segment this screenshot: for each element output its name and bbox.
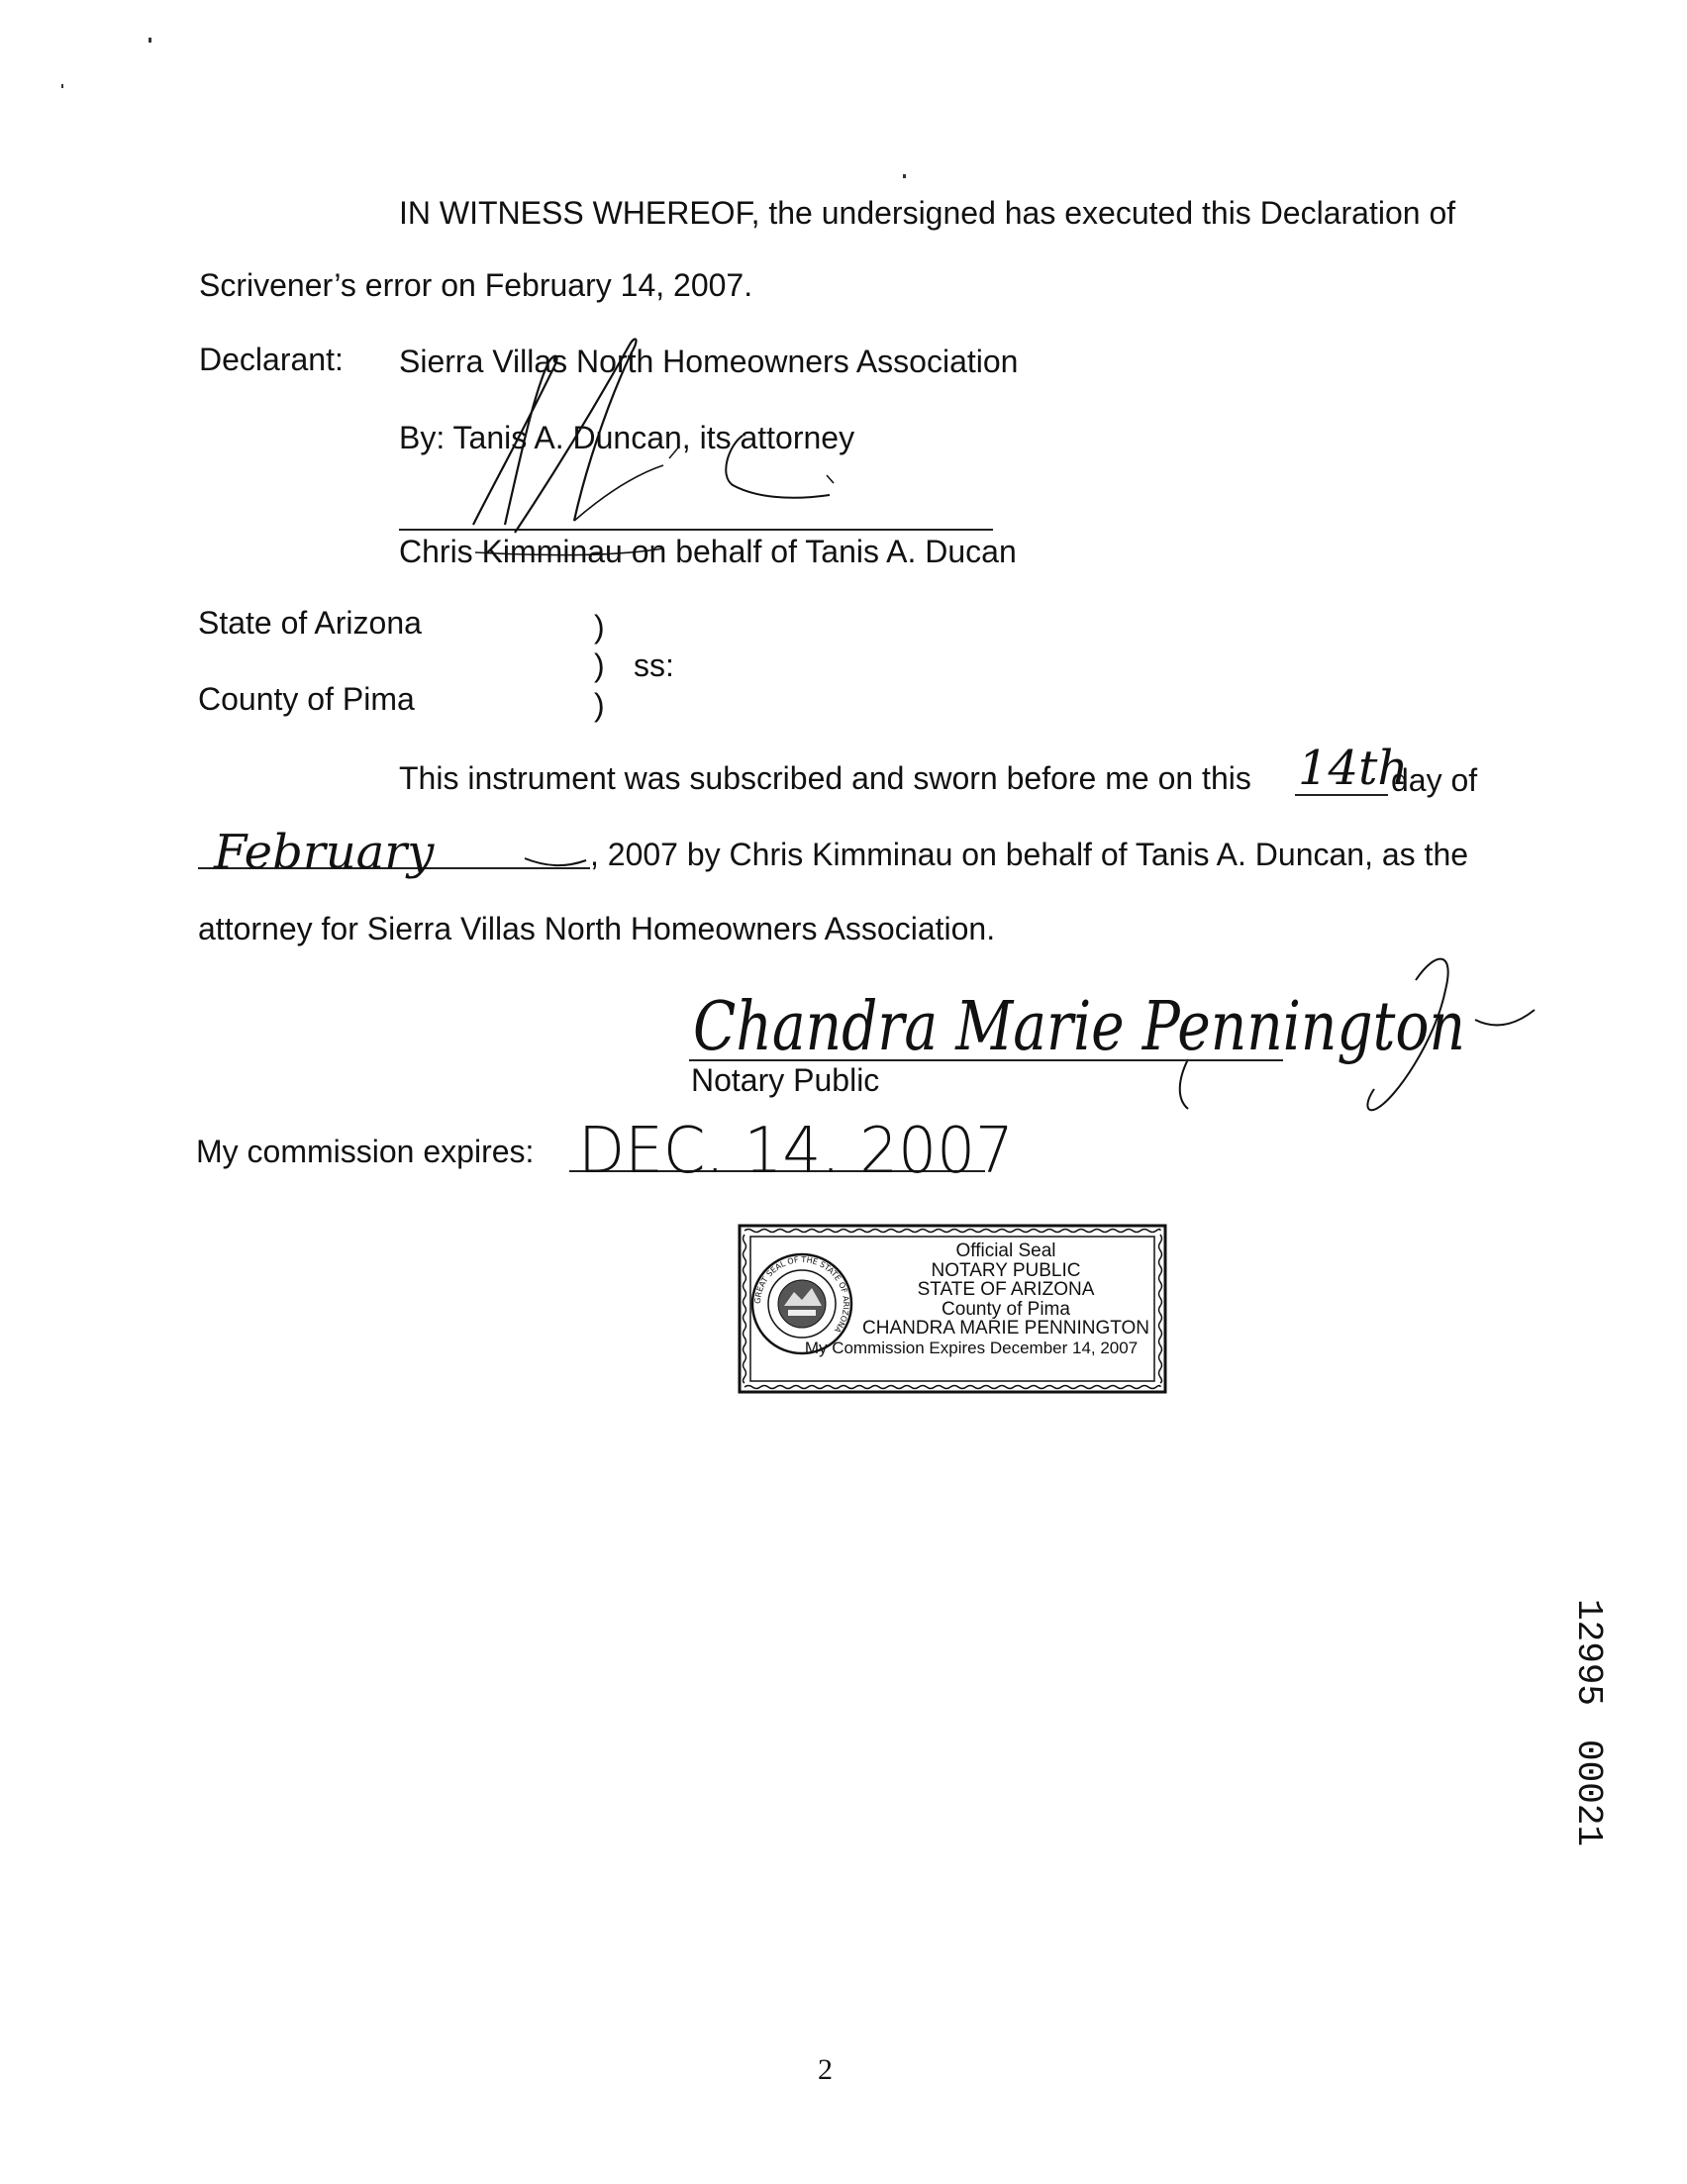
recording-stamp-part: 12995 [1568,1599,1609,1707]
recording-stamp-part: 00021 [1568,1739,1609,1847]
svg-text:DEC. 14. 2007: DEC. 14. 2007 [578,1115,1014,1188]
commission-handwritten [574,1099,1030,1188]
scan-speck [61,84,63,88]
notary-signature [683,931,1554,1129]
seal-line: My Commission Expires December 14, 2007 [804,1338,1139,1357]
notary-label: Notary Public [691,1062,880,1098]
seal-text [804,1241,1156,1357]
venue-state: State of Arizona [198,605,422,641]
declarant-label: Declarant: [199,342,344,377]
ack-day-blank [1295,794,1388,796]
svg-text:Chandra Marie Pennington: Chandra Marie Pennington [693,988,1465,1066]
venue-paren-2: ) [594,647,605,683]
commission-label: My commission expires: [196,1134,535,1169]
ack-day-suffix: day of [1391,762,1478,798]
seal-line: Official Seal [955,1241,1056,1261]
handwritten-month [198,807,614,916]
commission-blank [569,1170,985,1172]
ack-line-3: attorney for Sierra Villas North Homeowners Association. [198,911,996,946]
notary-line [689,1059,1283,1061]
venue-paren-1: ) [594,609,605,645]
ack-line-1: This instrument was subscribed and sworn before me on this [399,760,1251,796]
svg-text:February: February [214,825,435,880]
declarant-name: Sierra Villas North Homeowners Association [399,344,1019,379]
seal-line: NOTARY PUBLIC [931,1259,1081,1281]
seal-line: CHANDRA MARIE PENNINGTON [862,1318,1149,1339]
venue-county: County of Pima [198,681,415,717]
svg-text:14th: 14th [1298,741,1409,796]
notary-seal [737,1223,1168,1395]
recording-stamp [1568,1599,1609,1847]
declarant-by: By: Tanis A. Duncan, its attorney [399,420,855,455]
ack-line-2: , 2007 by Chris Kimminau on behalf of Tanis A. Duncan, as the [590,837,1469,872]
seal-line: STATE OF ARIZONA [917,1279,1095,1300]
venue-ss: ss: [634,647,674,683]
declarant-signer: Chris Kimminau on behalf of Tanis A. Ducan [399,534,1017,569]
svg-text:GREAT SEAL OF THE STATE OF ARI: GREAT SEAL OF THE STATE OF ARIZONA [752,1254,851,1335]
ack-month-blank [198,867,590,869]
scan-speck [903,174,906,178]
venue-paren-3: ) [594,687,605,723]
signature-line [399,529,993,531]
witness-line-1: IN WITNESS WHEREOF, the undersigned has executed this Declaration of [399,195,1456,231]
seal-line: County of Pima [942,1298,1070,1320]
witness-line-2: Scrivener’s error on February 14, 2007. [199,267,753,303]
scan-speck [149,38,151,43]
page-number: 2 [818,2053,833,2086]
